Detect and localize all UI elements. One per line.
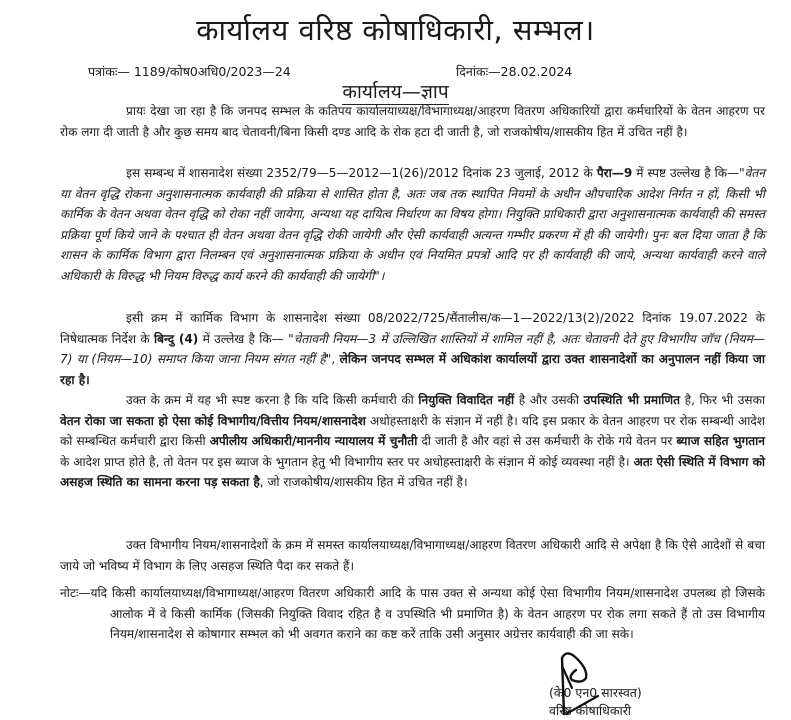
p4-g: अधोहस्ताक्षरी के संज्ञान में नहीं है। यदि इस प्रकार के वेतन आहरण पर रोक सम्बन्धी आदेश को सम्बन्धित कर्मचारी द्वारा किसी bbox=[60, 413, 765, 449]
p3-emphasis: लेकिन जनपद सम्भल में अधिकांश कार्यालयों द्वारा उक्त शासनादेशों का अनुपालन नहीं किया जा रहा है। bbox=[60, 352, 765, 387]
signatory-designation: वरिष्ठ कोषाधिकारी bbox=[549, 703, 632, 718]
paragraph-5: उक्त विभागीय नियम/शासनादेशों के क्रम में समस्त कार्यालयाध्यक्ष/विभागाध्यक्ष/आहरण वितरण अधिकारी आदि से अपेक्षा है कि ऐसे आदेशों से बचा जाये जो भविष्य में विभाग के लिए असहज स्थिति पैदा कर सकते हैं। bbox=[60, 538, 765, 573]
letter-number: पत्रांकः— 1189/कोष0अधि0/2023—24 bbox=[88, 64, 291, 79]
p2-text-c: में स्पष्ट उल्लेख है कि— bbox=[632, 166, 740, 180]
paragraph-1: प्रायः देखा जा रहा है कि जनपद सम्भल के कतिपय कार्यालयाध्यक्ष/विभागाध्यक्ष/आहरण वितरण अधिकारियों द्वारा कर्मचारियों के वेतन आहरण पर रोक लगा दी जाती है और कुछ समय बाद चेतावनी/बिना किसी दण्ड आदि के रोक हटा दी जाती है, जो राजकोषीय/शासकीय हित में उचित नहीं है। bbox=[60, 104, 765, 139]
p4-h: अपीलीय अधिकारी/माननीय न्यायालय में चुनौती bbox=[209, 434, 418, 449]
p4-m: , जो राजकोषीय/शासकीय हित में उचित नहीं है। bbox=[259, 475, 468, 490]
p3-point-ref: बिन्दु (4) bbox=[153, 331, 199, 346]
letter-date: दिनांकः—28.02.2024 bbox=[456, 64, 573, 79]
p4-k: के आदेश प्राप्त होते है, तो वेतन पर इस ब्याज के भुगतान हेतु भी विभागीय स्तर पर अधोहस्ताक्षरी के संज्ञान में कोई व्यवस्था नहीं है। bbox=[60, 454, 634, 469]
p2-para-ref: पैरा—9 bbox=[596, 166, 633, 180]
paragraph-4 bbox=[60, 390, 765, 493]
p2-quote: "वेतन या वेतन वृद्धि रोकना अनुशासनात्मक कार्यवाही की प्रक्रिया से शासित होता है, अतः जब तक स्थापित नियमों के अधीन औपचारिक आदेश निर्गत न हों, किसी भी कार्मिक के वेतन अथवा वेतन वृद्धि को रोका नहीं जायेगा, अन्यथा यह दायित्व निर्धारण का विषय होगा। नियुक्ति प्राधिकारी द्वारा अनुशासनात्मक कार्यवाही की समस्त प्रक्रिया पूर्ण किये जाने के पश्चात ही वेतन अथवा वेतन वृद्धि रोकी जायेगी और ऐसी कार्यवाही अत्यन्त गम्भीर प्रकरण में ही की जायेगी। पुनः बल दिया जाता है कि शासन के कार्मिक विभाग द्वारा निलम्बन एवं अनुशासनात्मक प्रक्रिया के अधीन एवं नियमित प्रपत्रों आदि पर ही कार्यवाही की जाये, अन्यथा कार्यवाही करने वाले अधिकारी के विरुद्ध भी नियम विरुद्ध कार्य करने की कार्यवाही की जायेगी"। bbox=[60, 166, 766, 283]
p4-b: नियुक्ति विवादित नहीं bbox=[418, 393, 515, 407]
p4-c: है और उसकी bbox=[514, 393, 584, 407]
p4-d: उपस्थिति भी प्रमाणित bbox=[583, 393, 681, 407]
p4-j: ब्याज सहित भुगतान bbox=[676, 434, 765, 449]
p3-text-a: इसी क्रम में कार्मिक विभाग के शासनादेश संख्या 08/2022/725/सैंतालीस/क—1—2022/13(2)/2022 दिनांक 19.07.2022 के निषेधात्मक निर्देश के bbox=[60, 311, 765, 346]
p4-e: है, फिर भी उसका bbox=[680, 393, 766, 407]
p2-text-a: इस सम्बन्ध में शासनादेश संख्या 2352/79—5—2012—1(26)/2012 दिनांक 23 जुलाई, 2012 के bbox=[126, 166, 597, 180]
subtitle-text: कार्यालय—ज्ञाप bbox=[342, 81, 449, 103]
p3-quote: "चेतावनी नियम—3 में उल्लिखित शास्तियों में शामिल नहीं है, अतः चेतावनी देते हुए विभागीय जॉच (नियम—7) या (नियम—10) समाप्त किया जाना नियम संगत नहीं है" bbox=[60, 331, 765, 367]
signatory-name: (के0 एन0 सारस्वत) bbox=[549, 685, 642, 700]
p4-l: अतः ऐसी स्थिति में विभाग को असहज स्थिति का सामना करना पड़ सकता है bbox=[60, 454, 765, 490]
p4-i: दी जाती है और वहां से उस कर्मचारी के रोके गये वेतन पर bbox=[417, 434, 677, 449]
p4-f: वेतन रोका जा सकता हो ऐसा कोई विभागीय/वित्तीय नियम/शासनादेश bbox=[60, 413, 366, 428]
office-title: कार्यालय वरिष्ठ कोषाधिकारी, सम्भल। bbox=[196, 13, 595, 47]
p3-text-c: में उल्लेख है कि— bbox=[198, 331, 289, 346]
p4-a: उक्त के क्रम में यह भी स्पष्ट करना है कि यदि किसी कर्मचारी की bbox=[126, 393, 419, 407]
paragraph-2 bbox=[60, 163, 765, 287]
paragraph-3 bbox=[60, 308, 765, 390]
note-paragraph: नोटः—यदि किसी कार्यालयाध्यक्ष/विभागाध्यक्ष/आहरण वितरण अधिकारी आदि के पास उक्त से अन्यथा कोई ऐसा विभागीय नियम/शासनादेश उपलब्ध हो जिसके आलोक में वे किसी कार्मिक (जिसकी नियुक्ति विवाद रहित है व उपस्थिति भी प्रमाणित है) के वेतन आहरण पर रोक लगा सकते हैं तो उस विभागीय नियम/शासनादेश से कोषागार सम्भल को भी अवगत कराने का कष्ट करें ताकि उसी अनुसार अग्रेत्तर कार्यवाही की जा सके। bbox=[60, 586, 765, 642]
p3-text-e: , bbox=[331, 352, 340, 367]
